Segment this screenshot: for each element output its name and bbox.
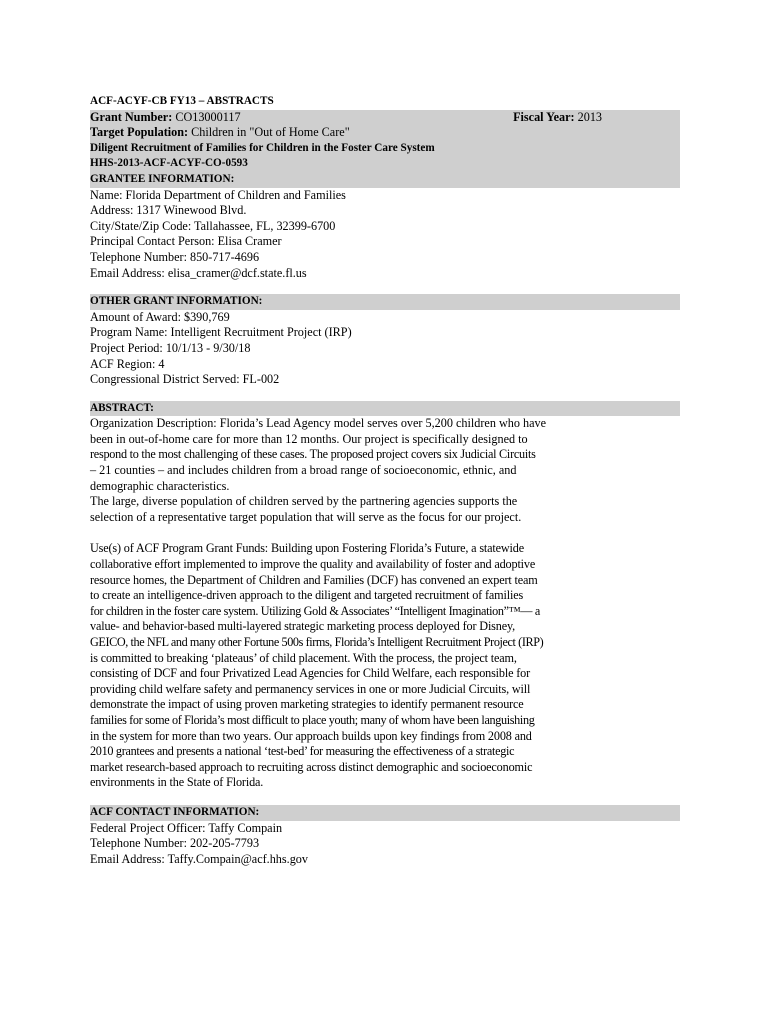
abstract-line: consisting of DCF and four Privatized Lead Agencies for Child Welfare, each responsible for [90,666,531,681]
project-officer: Federal Project Officer: Taffy Compain [90,820,283,835]
grantee-info [90,188,680,282]
abstract-line: resource homes, the Department of Children and Families (DCF) has convened an expert team [90,572,538,587]
abstract-line: value- and behavior-based multi-layered strategic marketing process deployed for Disney, [90,619,516,634]
grantee-name: Name: Florida Department of Children and Families [90,187,346,202]
fiscal-year-value: 2013 [577,109,602,124]
abstract-line: respond to the most challenging of these cases. The proposed project covers six Judicial Circuits [90,447,536,462]
abstract-line: environments in the State of Florida. [90,775,264,790]
contact-heading: ACF CONTACT INFORMATION: [90,805,680,821]
abstract-line: been in out-of-home care for more than 12 months. Our project is specifically designed to [90,431,528,446]
abstract-heading: ABSTRACT: [90,401,680,417]
abstract-line: – 21 counties – and includes children from a broad range of socioeconomic, ethnic, and [90,463,517,478]
document-title: ACF-ACYF-CB FY13 – ABSTRACTS [90,95,274,107]
contact-email: Email Address: Taffy.Compain@acf.hhs.gov [90,851,308,866]
abstract-line: providing child welfare safety and permanency services in one or more Judicial Circuits, will [90,681,531,696]
target-population-label: Target Population: [90,125,189,140]
abstract-document [90,94,680,867]
grantee-heading: GRANTEE INFORMATION: [90,172,680,188]
grant-number-row [90,110,680,126]
abstract-paragraph-2 [90,541,680,791]
project-period: Project Period: 10/1/13 - 9/30/18 [90,340,251,355]
congressional-district: Congressional District Served: FL-002 [90,372,280,387]
grantee-city-state-zip: City/State/Zip Code: Tallahassee, FL, 32399-6700 [90,218,336,233]
contact-telephone: Telephone Number: 202-205-7793 [90,836,260,851]
grantee-email: Email Address: elisa_cramer@dcf.state.fl.us [90,265,307,280]
grantee-address: Address: 1317 Winewood Blvd. [90,203,247,218]
grantee-telephone: Telephone Number: 850-717-4696 [90,249,260,264]
abstract-line: demonstrate the impact of using proven marketing strategies to identify permanent resource [90,697,524,712]
abstract-line: The large, diverse population of children served by the partnering agencies supports the [90,494,518,509]
abstract-line: to create an intelligence-driven approach to the diligent and targeted recruitment of families [90,588,524,603]
target-population-value: Children in "Out of Home Care" [191,125,350,140]
abstract-line: Organization Description: Florida’s Lead Agency model serves over 5,200 children who have [90,416,547,431]
abstract-line: is committed to breaking ‘plateaus’ of child placement. With the process, the project team, [90,650,517,665]
funding-opportunity-number: HHS-2013-ACF-ACYF-CO-0593 [90,156,680,172]
abstract-line: 2010 grantees and presents a national ‘test-bed’ for measuring the effectiveness of a strategic [90,744,515,759]
abstract-line: GEICO, the NFL and many other Fortune 500s firms, Florida’s Intelligent Recruitment Project (IRP) [90,635,544,649]
abstract-paragraph-1 [90,416,680,525]
acf-region: ACF Region: 4 [90,356,165,371]
grantee-contact-person: Principal Contact Person: Elisa Cramer [90,234,282,249]
program-title: Diligent Recruitment of Families for Children in the Foster Care System [90,141,680,157]
program-name: Program Name: Intelligent Recruitment Project (IRP) [90,325,352,340]
abstract-line: for children in the foster care system. Utilizing Gold & Associates’ “Intelligent Imagination”™— a [90,603,540,618]
grant-number-label: Grant Number: [90,109,173,124]
abstract-line: families for some of Florida’s most difficult to place youth; many of whom have been languishing [90,712,535,727]
abstract-line: in the system for more than two years. Our approach builds upon key findings from 2008 and [90,728,532,743]
award-amount: Amount of Award: $390,769 [90,309,230,324]
abstract-line: Use(s) of ACF Program Grant Funds: Building upon Fostering Florida’s Future, a statewide [90,541,524,556]
abstract-line: collaborative effort implemented to improve the quality and availability of foster and adoptive [90,557,536,572]
contact-info [90,821,680,868]
other-grant-heading: OTHER GRANT INFORMATION: [90,294,680,310]
abstract-line: selection of a representative target population that will serve as the focus for our project. [90,509,522,524]
abstract-line: demographic characteristics. [90,478,230,493]
target-population-row [90,125,680,141]
fiscal-year [513,110,602,126]
other-grant-info [90,310,680,388]
abstract-line: market research-based approach to recruiting across distinct demographic and socioeconomic [90,759,533,774]
fiscal-year-label: Fiscal Year: [513,109,575,124]
grant-number-value: CO13000117 [175,109,241,124]
